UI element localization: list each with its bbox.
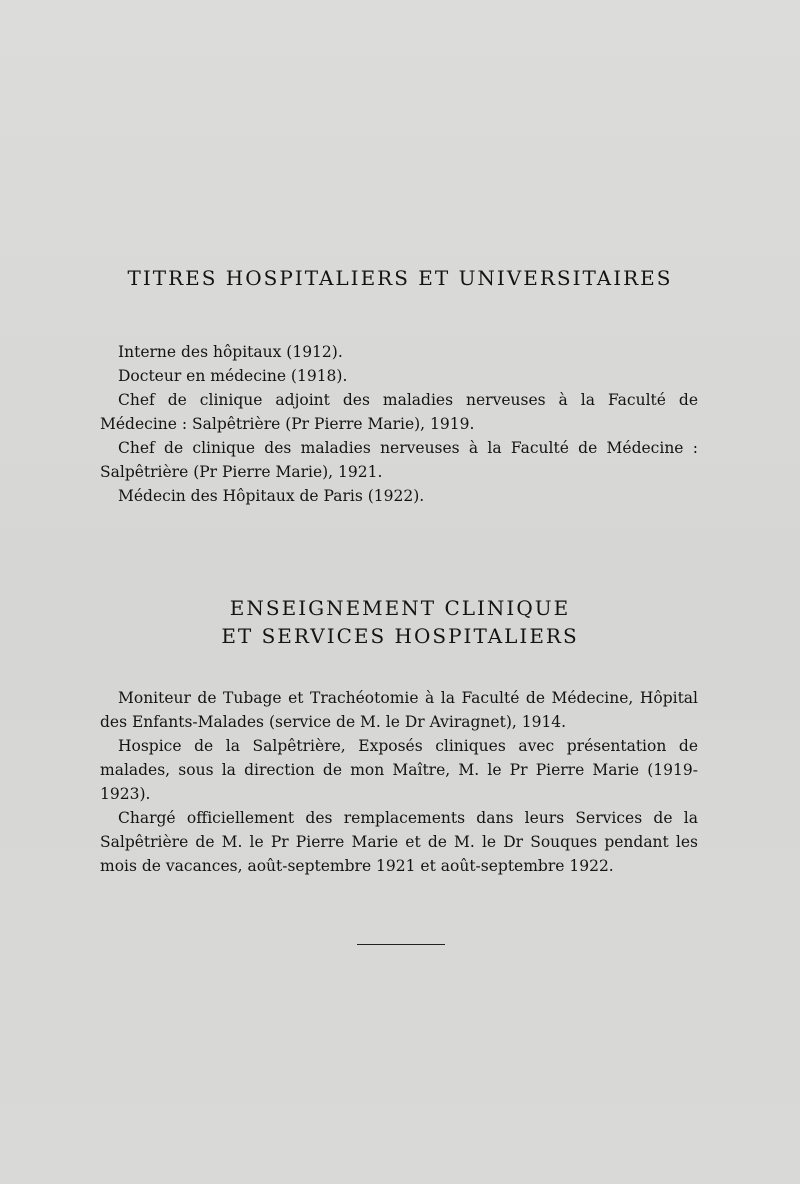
show-through-ghost <box>0 210 800 232</box>
paragraph: Moniteur de Tubage et Trachéotomie à la Faculté de Médecine, Hôpital des Enfants-Malades (service de M. le Dr Aviragnet), 1914. <box>100 689 698 731</box>
clinical-teaching-list <box>100 686 698 878</box>
paragraph: Chef de clinique adjoint des maladies nerveuses à la Faculté de Médecine : Salpêtrière (Pr Pierre Marie), 1919. <box>100 391 698 433</box>
hospital-titles-list <box>100 340 698 508</box>
paragraph: Chef de clinique des maladies nerveuses à la Faculté de Médecine : Salpêtrière (Pr Pierre Marie), 1921. <box>100 439 698 481</box>
section-title-line: ET SERVICES HOSPITALIERS <box>221 624 579 648</box>
paragraph: Chargé officiellement des remplacements dans leurs Services de la Salpêtrière de M. le Pr Pierre Marie et de M. le Dr Souques pendant les mois de vacances, août-septembre 1921 et août-septembre 1922. <box>100 809 698 875</box>
paragraph: Interne des hôpitaux (1912). <box>118 343 343 361</box>
paragraph: Médecin des Hôpitaux de Paris (1922). <box>118 487 425 505</box>
section-title-line: ENSEIGNEMENT CLINIQUE <box>229 596 571 620</box>
paragraph: Docteur en médecine (1918). <box>118 367 348 385</box>
show-through-ghost <box>0 882 800 904</box>
section-divider-rule <box>357 944 445 945</box>
section-title-clinical-teaching <box>0 594 800 650</box>
paragraph: Hospice de la Salpêtrière, Exposés cliniques avec présentation de malades, sous la direction de mon Maître, M. le Pr Pierre Marie (1919-1923). <box>100 737 698 803</box>
section-title-hospital-titles: TITRES HOSPITALIERS ET UNIVERSITAIRES <box>127 266 673 290</box>
